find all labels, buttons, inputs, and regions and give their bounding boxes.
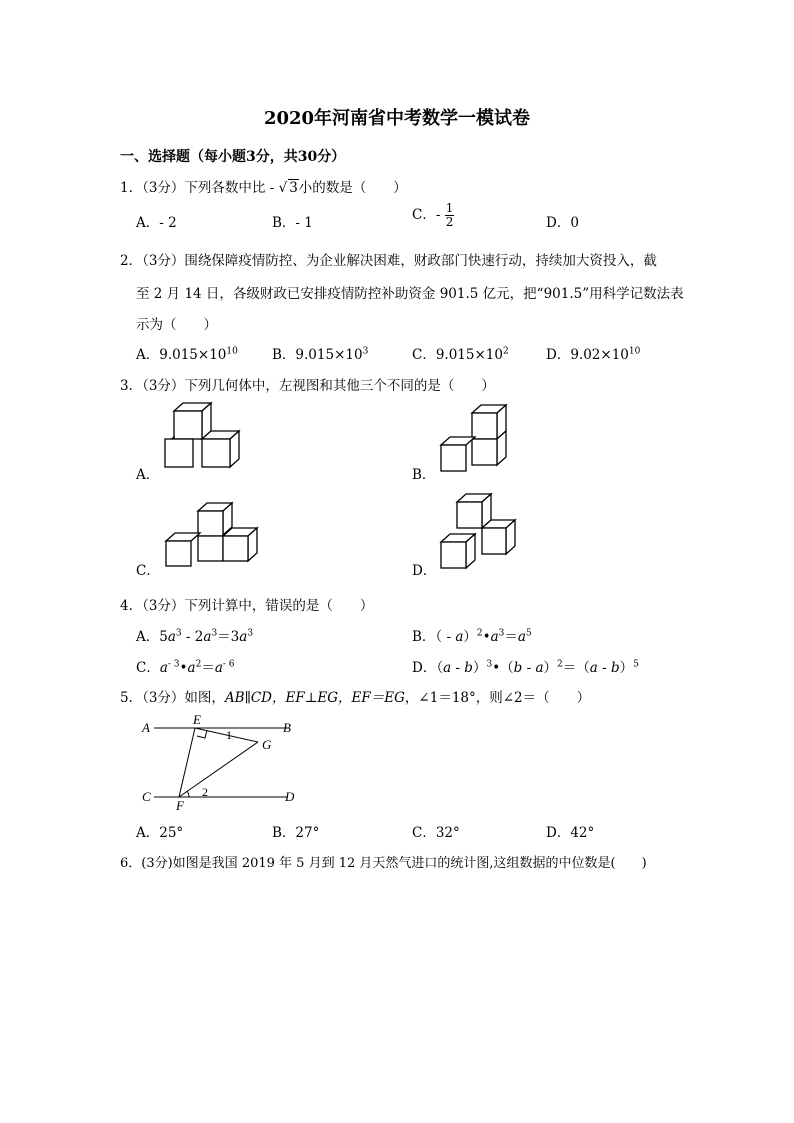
- q2-option-a: [136, 343, 238, 363]
- q4c-part: C．: [136, 660, 160, 676]
- q2-line-2: 至 2 月 14 日，各级财政已安排疫情防控补助资金 901.5 亿元，把“901.5”用科学记数法表: [136, 286, 684, 302]
- q2-a-base: A．9.015×10: [136, 347, 227, 363]
- q4b-exp: 3: [498, 628, 505, 639]
- q4a-part: A．5: [136, 629, 168, 645]
- q2-d-exponent: 10: [628, 346, 641, 357]
- q1-pre: （3分）下列各数中比 -: [142, 180, 279, 196]
- q2-a-exponent: 10: [226, 346, 238, 357]
- q4a-exp: 3: [211, 628, 218, 639]
- q4c-var: a: [187, 660, 196, 676]
- q3-label-d: D．: [412, 563, 437, 579]
- geometry-figure: [138, 710, 308, 814]
- q4-option-d: [412, 656, 639, 676]
- fraction-denominator: 2: [445, 215, 454, 229]
- q4a-exp: 3: [175, 628, 182, 639]
- q4b-part: •: [482, 629, 491, 645]
- q1-option-a: A．- 2: [136, 215, 177, 231]
- fraction-numerator: 1: [445, 201, 454, 215]
- q4-option-a: [136, 625, 253, 645]
- q2-c-base: C．9.015×10: [412, 347, 503, 363]
- label-f: F: [176, 798, 184, 813]
- q4a-exp: 3: [247, 628, 254, 639]
- q4c-var: a: [159, 660, 168, 676]
- q5-pre: 5．（3分）如图，: [120, 690, 225, 706]
- q4a-var: a: [203, 629, 212, 645]
- q4d-var: a: [589, 660, 598, 676]
- cube-figure-d: [436, 490, 521, 572]
- q4a-part: ＝3: [217, 629, 240, 645]
- q4b-var: a: [490, 629, 499, 645]
- q5-option-c: C．32°: [412, 825, 460, 841]
- q2-option-b: [272, 343, 368, 363]
- q2-option-d: [546, 343, 640, 363]
- q4c-exp: - 6: [222, 659, 235, 670]
- q4d-exp: 3: [486, 659, 493, 670]
- q3-label-b: B．: [412, 467, 436, 483]
- q4a-var: a: [239, 629, 248, 645]
- q4d-exp: 2: [557, 659, 563, 670]
- cube-figure-b: [436, 400, 516, 475]
- q4b-part: B．（ -: [412, 629, 456, 645]
- q4d-part: ）: [543, 660, 558, 676]
- q4d-var: b: [610, 660, 620, 676]
- q4d-part: •（: [492, 660, 514, 676]
- question-3: 3．（3分）下列几何体中，左视图和其他三个不同的是（ ）: [120, 378, 495, 394]
- q4d-var: a: [443, 660, 452, 676]
- q4-option-c: [136, 656, 235, 676]
- q5-condition: AB∥CD，EF⊥EG，EF＝EG: [224, 690, 405, 706]
- q4b-exp: 2: [476, 628, 483, 639]
- q4d-part: -: [597, 660, 611, 676]
- cube-figure-a: [160, 400, 250, 475]
- fraction: [445, 202, 455, 229]
- q4d-var: b: [513, 660, 523, 676]
- q2-line-3: 示为（ ）: [136, 317, 217, 333]
- q4c-part: ＝: [201, 660, 215, 676]
- q4d-var: a: [535, 660, 544, 676]
- q4a-var: a: [167, 629, 176, 645]
- angle-2-arc: [187, 791, 189, 797]
- question-6: 6．(3分)如图是我国 2019 年 5 月到 12 月天然气进口的统计图,这组数据的中位数是( ): [120, 856, 647, 871]
- q4c-exp: 2: [195, 659, 202, 670]
- sqrt-sign: √: [278, 180, 288, 196]
- q2-b-exponent: 3: [362, 346, 369, 357]
- q1-option-c-label: C．-: [412, 207, 441, 223]
- q1-number: 1．: [120, 180, 143, 196]
- label-a: A: [142, 720, 150, 735]
- q4b-var: a: [455, 629, 464, 645]
- segment-ef: [179, 728, 195, 797]
- q4d-exp: 5: [633, 659, 639, 670]
- q4c-part: •: [179, 660, 188, 676]
- q1-option-c: [412, 202, 454, 229]
- q3-label-a: A．: [136, 467, 160, 483]
- q4-option-b: [412, 625, 532, 645]
- q1-post: 小的数是（ ）: [298, 180, 407, 196]
- q4d-part: -: [522, 660, 536, 676]
- label-b: B: [283, 720, 291, 735]
- q4b-var: a: [517, 629, 526, 645]
- q4b-part: ＝: [504, 629, 518, 645]
- sqrt-radicand: 3: [289, 180, 298, 196]
- q4a-part: - 2: [181, 629, 204, 645]
- question-5: [120, 686, 590, 706]
- q4d-part: D．（: [412, 660, 444, 676]
- label-d: D: [285, 789, 295, 804]
- q4d-part: -: [451, 660, 465, 676]
- q5-post: ，∠1＝18°，则∠2＝（ ）: [404, 690, 591, 706]
- section-heading: 一、选择题（每小题3分，共30分）: [120, 149, 346, 165]
- q1-option-d: D．0: [546, 215, 579, 231]
- q5-option-a: A．25°: [136, 825, 184, 841]
- q2-option-c: [412, 343, 509, 363]
- question-4: 4．（3分）下列计算中，错误的是（ ）: [120, 598, 374, 614]
- q4d-var: b: [464, 660, 473, 676]
- segment-fg: [179, 742, 258, 797]
- q4c-var: a: [214, 660, 223, 676]
- label-e: E: [193, 712, 201, 727]
- q5-option-d: D．42°: [546, 825, 595, 841]
- q5-option-b: B．27°: [272, 825, 320, 841]
- q4d-part: ）: [619, 660, 634, 676]
- q1-option-b: B．- 1: [272, 215, 313, 231]
- q2-line-1: 2．（3分）围绕保障疫情防控、为企业解决困难，财政部门快速行动，持续加大资投入，截: [120, 253, 657, 269]
- label-c: C: [142, 789, 151, 804]
- label-angle-2: 2: [202, 785, 208, 799]
- q4d-part: ）: [472, 660, 487, 676]
- q3-label-c: C．: [136, 563, 160, 579]
- q4b-part: ）: [463, 629, 477, 645]
- q2-d-base: D．9.02×10: [546, 347, 629, 363]
- page-title: 2020年河南省中考数学一模试卷: [263, 108, 531, 129]
- label-angle-1: 1: [226, 728, 232, 742]
- q4b-exp: 5: [525, 628, 532, 639]
- q2-b-base: B．9.015×10: [272, 347, 363, 363]
- q2-c-exponent: 2: [502, 346, 509, 357]
- question-1: [120, 176, 407, 196]
- label-g: G: [262, 737, 272, 752]
- q4d-part: ＝（: [562, 660, 590, 676]
- cube-figure-c: [160, 500, 265, 570]
- right-angle-mark: [197, 730, 207, 738]
- q4c-exp: - 3: [167, 659, 180, 670]
